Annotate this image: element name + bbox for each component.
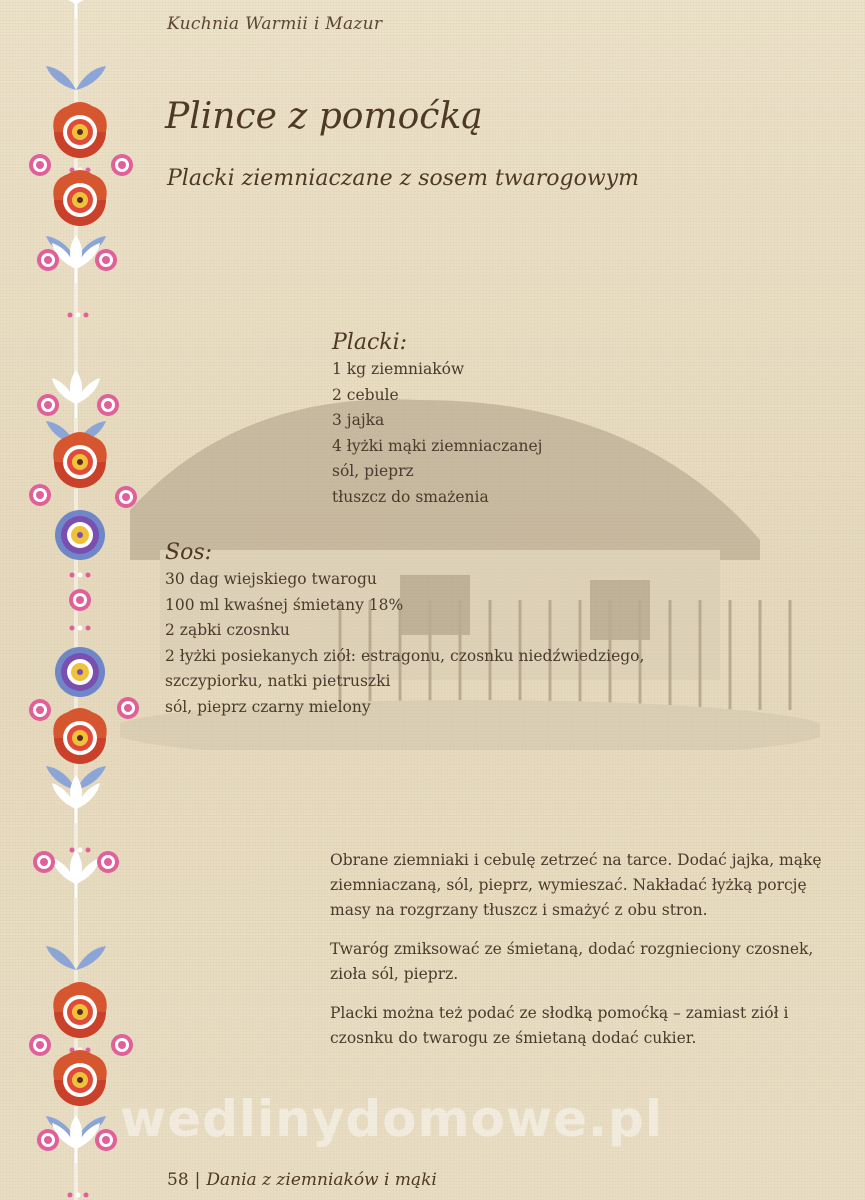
running-head: Kuchnia Warmii i Mazur [167,14,383,34]
sos-list [165,567,644,720]
ingredient-item: 4 łyżki mąki ziemniaczanej [332,436,543,455]
ingredient-item: 1 kg ziemniaków [332,360,465,378]
method-paragraph: Placki można też podać ze słodką pomoćką – zamiast ziół i czosnku do twarogu ze śmietaną dodać cukier. [330,1004,789,1047]
ingredient-item: 2 ząbki czosnku [165,621,290,639]
recipe-title: Plince z pomoćką [165,96,483,137]
ingredient-item: 100 ml kwaśnej śmietany 18% [165,595,404,614]
sos-heading: Sos: [165,540,213,565]
recipe-subtitle: Placki ziemniaczane z sosem twarogowym [167,166,639,191]
ingredient-item: 2 cebule [332,385,399,404]
ingredient-item: szczypiorku, natki pietruszki [165,672,391,690]
ingredient-item: sól, pieprz czarny mielony [165,697,371,716]
ingredient-item: tłuszcz do smażenia [332,487,489,506]
footer-separator: | [194,1170,201,1190]
method-paragraph: Obrane ziemniaki i cebulę zetrzeć na tarce. Dodać jajka, mąkę ziemniaczaną, sól, pieprz, wymieszać. Nakładać łyżką porcję masy na rozgrzany tłuszcz i smażyć z obu stron. [330,851,822,919]
method-instructions [330,848,850,1065]
placki-list [332,357,542,510]
ingredient-item: 2 łyżki posiekanych ziół: estragonu, czosnku niedźwiedziego, [165,646,645,665]
placki-heading: Placki: [332,330,408,355]
ingredient-item: sól, pieprz [332,462,414,480]
page-number: 58 [167,1170,189,1190]
ingredient-item: 3 jajka [332,411,385,429]
method-paragraph: Twaróg zmiksować ze śmietaną, dodać rozgnieciony czosnek, zioła sól, pieprz. [330,940,814,983]
page-footer [167,1170,437,1190]
sos-ingredients [165,540,644,720]
placki-ingredients [332,330,542,510]
section-name: Dania z ziemniaków i mąki [206,1170,437,1190]
watermark: wedlinydomowe.pl [120,1090,663,1148]
ingredient-item: 30 dag wiejskiego twarogu [165,570,377,588]
